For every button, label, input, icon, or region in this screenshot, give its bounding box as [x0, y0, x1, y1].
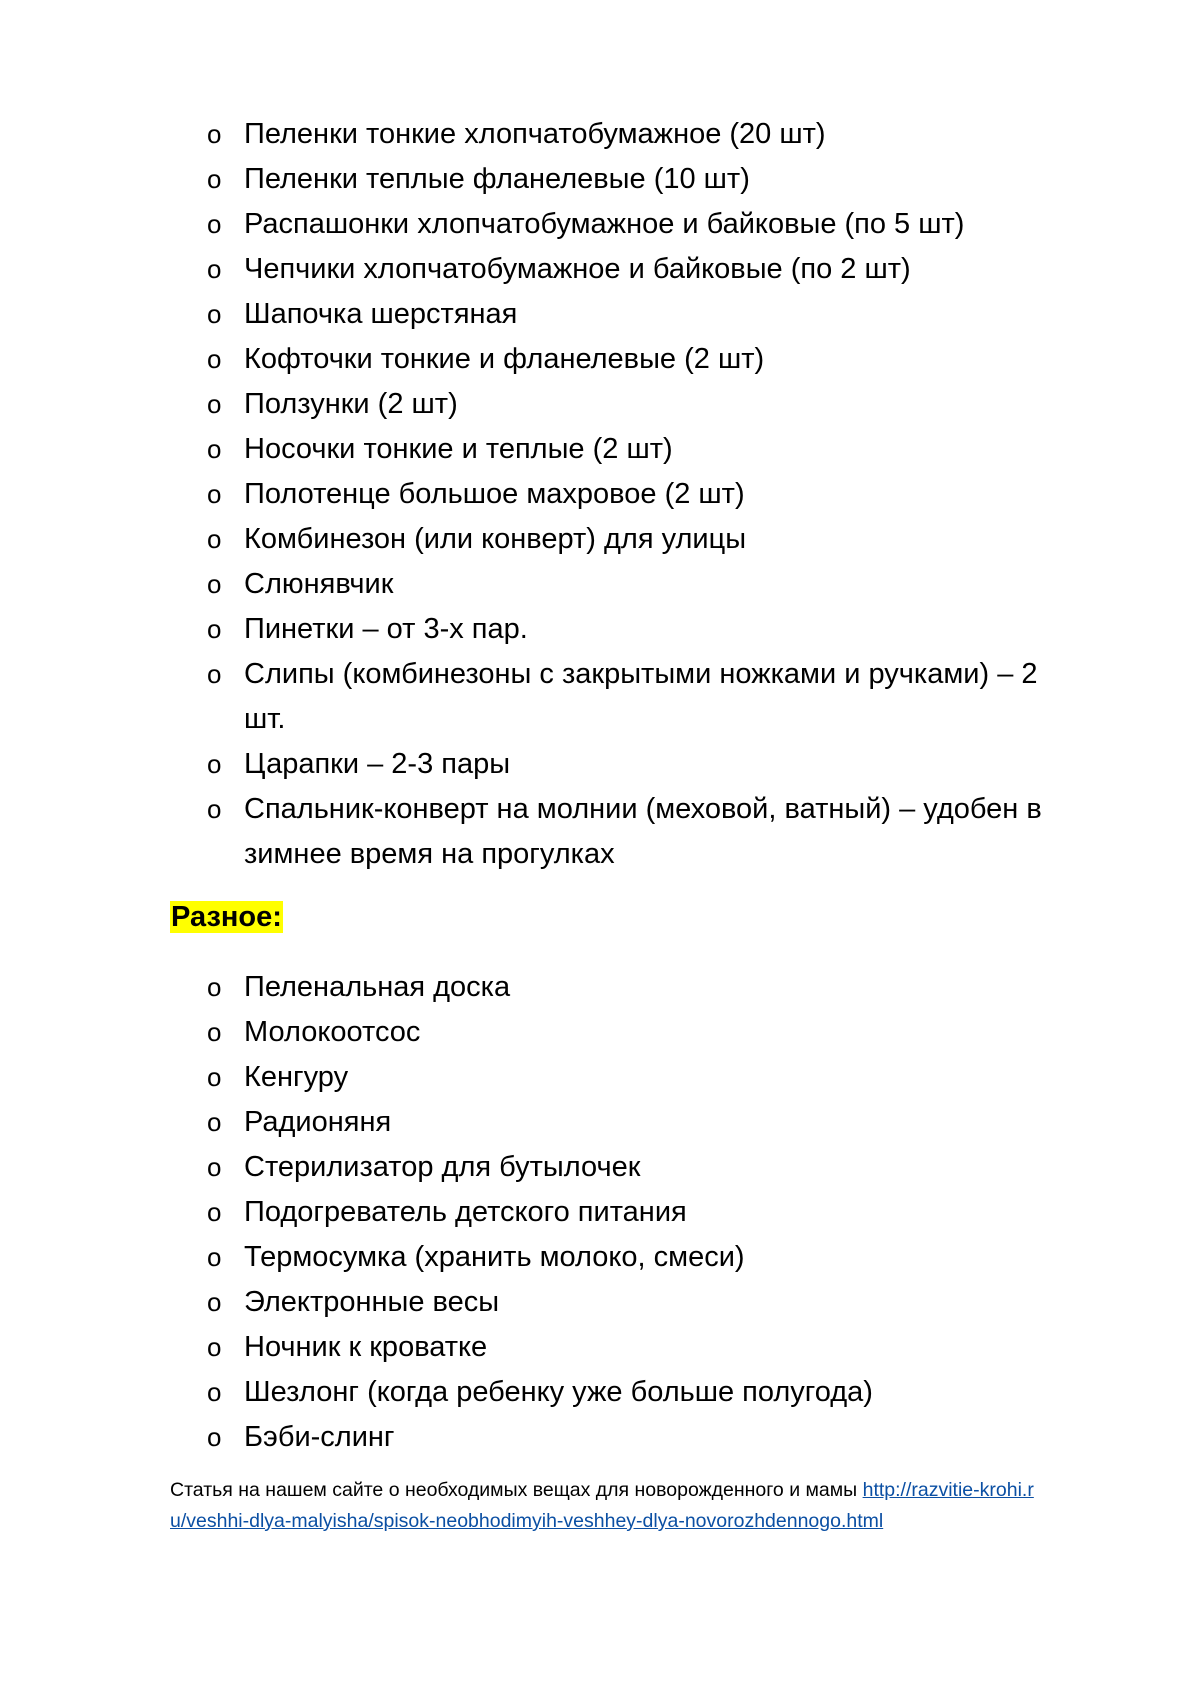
- circle-bullet-icon: o: [207, 1332, 222, 1362]
- circle-bullet-icon: o: [207, 164, 222, 194]
- circle-bullet-icon: o: [207, 524, 222, 554]
- footer-note: [170, 1475, 1050, 1537]
- list-item: o Молокоотсос: [205, 1010, 1085, 1055]
- list-item: o Спальник-конверт на молнии (меховой, ватный) – удобен в зимнее время на прогулках: [205, 787, 1085, 877]
- list-item: o Радионяня: [205, 1100, 1085, 1145]
- circle-bullet-icon: o: [207, 1107, 222, 1137]
- circle-bullet-icon: o: [207, 1422, 222, 1452]
- circle-bullet-icon: o: [207, 1242, 222, 1272]
- list-item: o Кенгуру: [205, 1055, 1085, 1100]
- list-item: o Пинетки – от 3-х пар.: [205, 607, 1085, 652]
- circle-bullet-icon: o: [207, 1017, 222, 1047]
- list-item: o Слюнявчик: [205, 562, 1085, 607]
- circle-bullet-icon: o: [207, 1197, 222, 1227]
- circle-bullet-icon: o: [207, 614, 222, 644]
- list-item: o Электронные весы: [205, 1280, 1085, 1325]
- list-item: o Термосумка (хранить молоко, смеси): [205, 1235, 1085, 1280]
- footer-text: Статья на нашем сайте о необходимых вещах для новорожденного и мамы: [170, 1479, 863, 1501]
- circle-bullet-icon: o: [207, 794, 222, 824]
- list-item: o Ночник к кроватке: [205, 1325, 1085, 1370]
- circle-bullet-icon: o: [207, 479, 222, 509]
- circle-bullet-icon: o: [207, 1062, 222, 1092]
- list-item: o Царапки – 2-3 пары: [205, 742, 1085, 787]
- circle-bullet-icon: o: [207, 209, 222, 239]
- circle-bullet-icon: o: [207, 1287, 222, 1317]
- list-item: o Кофточки тонкие и фланелевые (2 шт): [205, 337, 1085, 382]
- circle-bullet-icon: o: [207, 972, 222, 1002]
- list-item: o Носочки тонкие и теплые (2 шт): [205, 427, 1085, 472]
- highlighted-heading-text: Разное:: [171, 901, 282, 933]
- circle-bullet-icon: o: [207, 659, 222, 689]
- list-item: o Комбинезон (или конверт) для улицы: [205, 517, 1085, 562]
- misc-list: [205, 965, 1085, 1460]
- list-item: o Чепчики хлопчатобумажное и байковые (по 2 шт): [205, 247, 1085, 292]
- circle-bullet-icon: o: [207, 119, 222, 149]
- list-item: o Стерилизатор для бутылочек: [205, 1145, 1085, 1190]
- circle-bullet-icon: o: [207, 434, 222, 464]
- circle-bullet-icon: o: [207, 344, 222, 374]
- list-item: o Пеленальная доска: [205, 965, 1085, 1010]
- list-item: o Пеленки теплые фланелевые (10 шт): [205, 157, 1085, 202]
- clothes-list: [205, 112, 1085, 877]
- article-link[interactable]: http://razvitie-krohi.ru/veshhi-dlya-malyisha/spisok-neobhodimyih-veshhey-dlya-novorozhdennogo.html: [170, 1479, 1034, 1532]
- list-item: o Слипы (комбинезоны с закрытыми ножками и ручками) – 2 шт.: [205, 652, 1085, 742]
- list-item: o Шапочка шерстяная: [205, 292, 1085, 337]
- list-item: o Ползунки (2 шт): [205, 382, 1085, 427]
- list-item: o Распашонки хлопчатобумажное и байковые (по 5 шт): [205, 202, 1085, 247]
- circle-bullet-icon: o: [207, 749, 222, 779]
- circle-bullet-icon: o: [207, 299, 222, 329]
- list-item: o Бэби-слинг: [205, 1415, 1085, 1460]
- circle-bullet-icon: o: [207, 389, 222, 419]
- circle-bullet-icon: o: [207, 1377, 222, 1407]
- list-item: o Подогреватель детского питания: [205, 1190, 1085, 1235]
- circle-bullet-icon: o: [207, 1152, 222, 1182]
- circle-bullet-icon: o: [207, 254, 222, 284]
- list-item: o Полотенце большое махровое (2 шт): [205, 472, 1085, 517]
- circle-bullet-icon: o: [207, 569, 222, 599]
- list-item: o Пеленки тонкие хлопчатобумажное (20 шт): [205, 112, 1085, 157]
- misc-section-heading: [170, 897, 283, 937]
- list-item: o Шезлонг (когда ребенку уже больше полугода): [205, 1370, 1085, 1415]
